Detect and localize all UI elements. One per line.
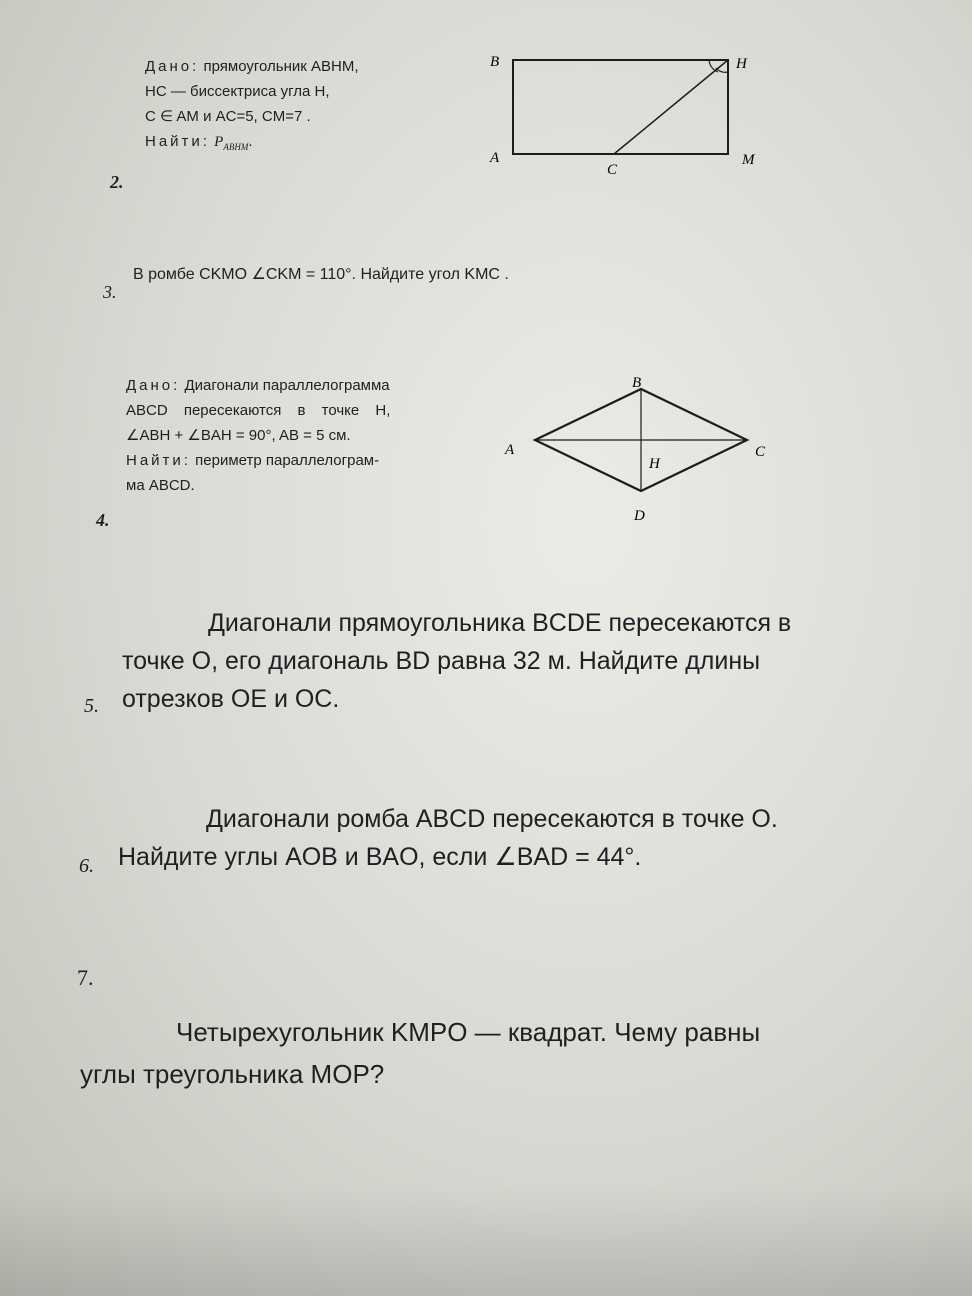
label-c: C [607,162,618,178]
given-diagonals: Диагонали параллелограмма [184,377,390,394]
problem-7-number: 7. [77,965,94,990]
problem-4-number: 4. [96,510,110,530]
find-subscript: ABHM [223,142,249,152]
problem-6-number: 6. [79,855,94,877]
problem-2-number: 2. [110,172,124,192]
find-text: периметр параллелограм- [195,452,380,469]
label-h: H [649,456,660,472]
label-c: C [755,444,766,460]
given-line-1 [126,373,496,398]
problem-7-text [80,1011,950,1095]
problem-7-line-2: углы треугольника MOP? [80,1059,385,1089]
find-line-2: ма ABCD. [126,477,195,494]
problem-3-text: В ромбе CKMO ∠CKM = 110°. Найдите угол KMC . [133,266,509,283]
given-rectangle: прямоугольник ABHM, [203,58,359,75]
label-d: D [634,508,645,524]
label-a: A [490,150,500,166]
given-line-1 [145,54,445,79]
problem-6-line-2: Найдите углы AOB и BAO, если ∠BAD = 44°. [118,843,642,871]
problem-5-line-3: отрезков OE и OC. [122,685,340,713]
given-line-3: C ∈ AM и AC=5, CM=7 . [145,108,311,125]
problem-3-number: 3. [103,282,117,302]
label-b: B [632,375,642,391]
problem-4-figure [495,370,785,530]
problem-2-given [145,54,445,160]
problem-4-given [126,373,496,498]
find-label: Найти: [145,133,210,150]
label-a: A [505,442,515,458]
find-line: Найти: $P_{ABHM}$. [145,133,253,152]
label-b: B [490,54,500,70]
find-line-1 [126,448,496,473]
label-h: H [736,56,747,72]
find-label: Найти: [126,452,191,469]
problem-6-line-1: Диагонали ромба ABCD пересекаются в точке O. [206,805,778,833]
problem-6-text [118,800,938,876]
given-line-2: HC — биссектриса угла H, [145,83,330,100]
problem-5-line-2: точке O, его диагональ BD равна 32 м. Найдите длины [122,647,761,675]
dano-label: Дано: [145,58,200,75]
problem-5-text [122,604,922,718]
page-shadow [0,1186,972,1296]
dano-label: Дано: [126,377,181,394]
label-m: M [742,152,755,168]
problem-7-line-1: Четырехугольник KMPO — квадрат. Чему равны [176,1017,761,1047]
given-line-2: ABCD пересекаются в точке H, [126,402,391,419]
given-line-3: ∠ABH + ∠BAH = 90°, AB = 5 см. [126,427,351,444]
problem-5-line-1: Диагонали прямоугольника BCDE пересекаются в [208,609,792,637]
find-value: P [214,134,224,150]
problem-5-number: 5. [84,695,99,717]
problem-2-figure [480,50,780,190]
